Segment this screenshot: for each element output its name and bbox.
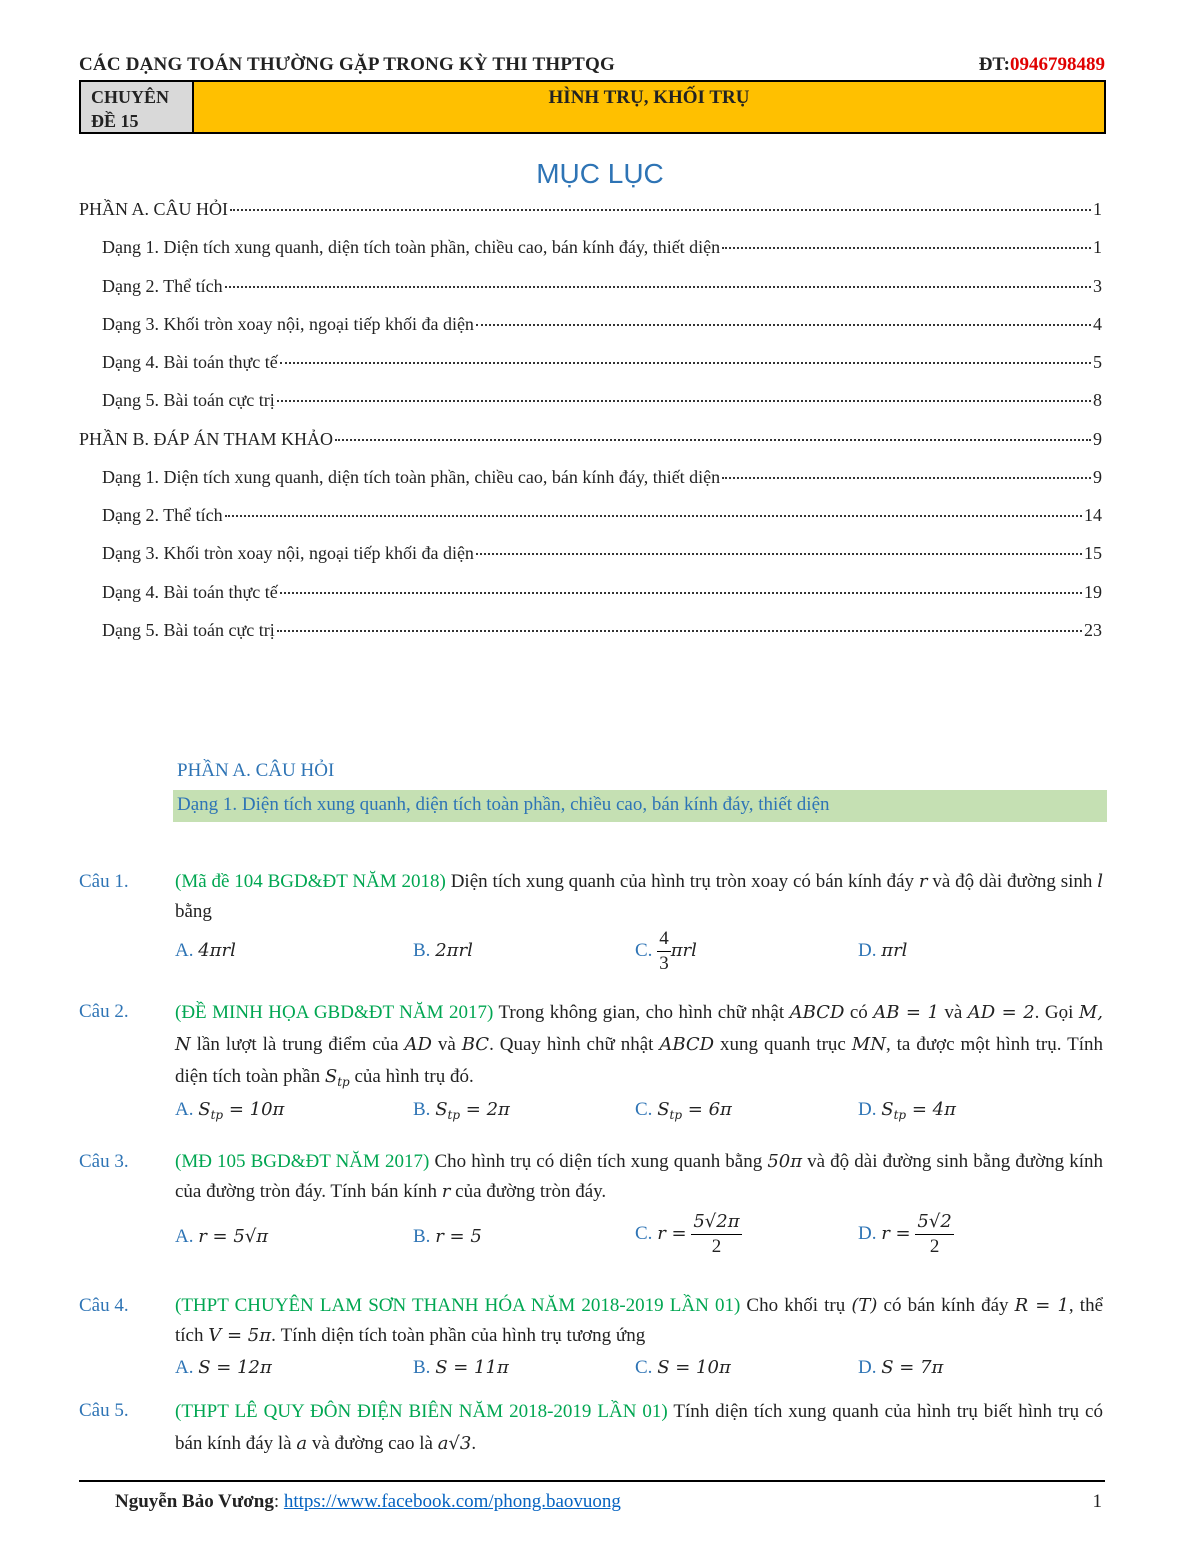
toc-entry-label: Dạng 1. Diện tích xung quanh, diện tích toàn phần, chiều cao, bán kính đáy, thiết diện	[102, 467, 721, 487]
answer-option: B. S = 11π	[413, 1357, 509, 1378]
toc-entry[interactable]	[79, 429, 1102, 450]
toc-entry-label: Dạng 1. Diện tích xung quanh, diện tích toàn phần, chiều cao, bán kính đáy, thiết diện	[102, 237, 721, 257]
answer-option: A. 4πrl	[175, 940, 236, 961]
toc-entry-page: 14	[1084, 505, 1102, 525]
toc-entry[interactable]	[102, 390, 1102, 411]
question-text: (MĐ 105 BGD&ĐT NĂM 2017) Cho hình trụ có diện tích xung quanh bằng 50π và độ dài đường sinh bằng đường kính của đường tròn đáy. Tính bán kính r của đường tròn đáy.	[175, 1151, 1104, 1202]
topic-number: CHUYÊN ĐỀ 15	[81, 82, 194, 132]
toc-leader-dots	[225, 515, 1082, 517]
toc-leader-dots	[277, 630, 1082, 632]
footer-divider	[79, 1480, 1105, 1482]
toc-heading: MỤC LỤC	[536, 158, 664, 189]
toc-entry[interactable]	[102, 505, 1102, 526]
dang1-title: Dạng 1. Diện tích xung quanh, diện tích toàn phần, chiều cao, bán kính đáy, thiết diện	[177, 794, 830, 815]
question-text: (ĐỀ MINH HỌA GBD&ĐT NĂM 2017) Trong không gian, cho hình chữ nhật ABCD có AB = 1 và AD = 2. Gọi M, N lần lượt là trung điểm của AD và BC. Quay hình chữ nhật ABCD xung quanh trục MN, ta được một hình trụ. Tính diện tích toàn phần $S_{tp}$ của hình trụ đó.	[175, 1002, 1103, 1089]
toc-entry-page: 19	[1084, 582, 1102, 602]
answer-option: A. r = 5√π	[175, 1226, 269, 1247]
toc-entry[interactable]	[102, 314, 1102, 335]
toc-leader-dots	[722, 247, 1091, 249]
answer-option: B. 2πrl	[413, 940, 473, 961]
toc-leader-dots	[476, 324, 1091, 326]
toc-entry[interactable]	[102, 467, 1102, 488]
answer-option: D. $S_{tp} = 4\pi$	[858, 1099, 956, 1122]
answer-option: A. S = 12π	[175, 1357, 272, 1378]
answer-option: D. S = 7π	[858, 1357, 944, 1378]
page-number: 1	[1092, 1491, 1102, 1512]
answer-option: C. r = $\frac{5√2\pi}{2}$	[635, 1211, 740, 1257]
toc-entry-label: Dạng 4. Bài toán thực tế	[102, 352, 278, 372]
answer-option: B. r = 5	[413, 1226, 482, 1247]
toc-entry-page: 5	[1093, 352, 1102, 372]
toc-entry-page: 1	[1093, 199, 1102, 219]
toc-entry[interactable]	[102, 237, 1102, 258]
question-number: Câu 4.	[79, 1295, 129, 1316]
toc-entry-page: 9	[1093, 467, 1102, 487]
answer-option: D. πrl	[858, 940, 908, 961]
toc-leader-dots	[280, 362, 1091, 364]
toc-entry[interactable]	[102, 276, 1102, 297]
question-number: Câu 5.	[79, 1400, 129, 1421]
toc-entry-label: Dạng 2. Thể tích	[102, 505, 223, 525]
toc-leader-dots	[277, 400, 1091, 402]
toc-entry-page: 4	[1093, 314, 1102, 334]
topic-box	[79, 80, 1106, 134]
toc-leader-dots	[722, 477, 1091, 479]
answer-option: C. S = 10π	[635, 1357, 731, 1378]
toc-entry[interactable]	[79, 199, 1102, 220]
toc-entry[interactable]	[102, 543, 1102, 564]
toc-entry-label: Dạng 2. Thể tích	[102, 276, 223, 296]
question-number: Câu 2.	[79, 1001, 129, 1022]
question-text: (THPT CHUYÊN LAM SƠN THANH HÓA NĂM 2018-2019 LẦN 01) Cho khối trụ (T) có bán kính đáy R = 1, thể tích V = 5π. Tính diện tích toàn phần của hình trụ tương ứng	[175, 1295, 1104, 1346]
answer-option: D. r = $\frac{5√2}{2}$	[858, 1211, 952, 1257]
question-number: Câu 3.	[79, 1151, 129, 1172]
toc-leader-dots	[476, 553, 1082, 555]
toc-leader-dots	[225, 286, 1091, 288]
toc-leader-dots	[280, 592, 1082, 594]
answer-option: B. $S_{tp} = 2\pi$	[413, 1099, 510, 1122]
toc-entry-page: 23	[1084, 620, 1102, 640]
toc-entry-label: PHẦN B. ĐÁP ÁN THAM KHẢO	[79, 429, 334, 449]
toc-entry-page: 15	[1084, 543, 1102, 563]
toc-entry-label: Dạng 4. Bài toán thực tế	[102, 582, 278, 602]
question-text: (THPT LÊ QUY ĐÔN ĐIỆN BIÊN NĂM 2018-2019 LẦN 01) Tính diện tích xung quanh của hình trụ biết hình trụ có bán kính đáy là a và đường cao là a√3.	[175, 1401, 1103, 1454]
topic-title: HÌNH TRỤ, KHỐI TRỤ	[194, 82, 1104, 132]
answer-option: C. $S_{tp} = 6\pi$	[635, 1099, 732, 1122]
answer-option: C. $\frac{4}{3}$ πrl	[635, 928, 697, 974]
toc-entry-label: PHẦN A. CÂU HỎI	[79, 199, 229, 219]
toc-entry[interactable]	[102, 582, 1102, 603]
section-a-title: PHẦN A. CÂU HỎI	[177, 760, 335, 781]
toc-entry-label: Dạng 5. Bài toán cực trị	[102, 390, 275, 410]
question-number: Câu 1.	[79, 871, 129, 892]
answer-option: A. $S_{tp} = 10\pi$	[175, 1099, 285, 1122]
toc-entry-page: 3	[1093, 276, 1102, 296]
facebook-link[interactable]: https://www.facebook.com/phong.baovuong	[283, 1491, 621, 1512]
toc-entry-page: 1	[1093, 237, 1102, 257]
toc-entry[interactable]	[102, 352, 1102, 373]
footer-author: Nguyễn Bảo Vương: https://www.facebook.com/phong.baovuong	[115, 1491, 621, 1512]
toc-entry[interactable]	[102, 620, 1102, 641]
header-phone: ĐT:0946798489	[978, 54, 1105, 75]
toc-leader-dots	[335, 439, 1091, 441]
question-text: (Mã đề 104 BGD&ĐT NĂM 2018) Diện tích xung quanh của hình trụ tròn xoay có bán kính đáy r và độ dài đường sinh l bằng	[175, 871, 1103, 922]
toc-entry-label: Dạng 5. Bài toán cực trị	[102, 620, 275, 640]
header-title: CÁC DẠNG TOÁN THƯỜNG GẶP TRONG KỲ THI THPTQG	[79, 54, 615, 75]
toc-entry-label: Dạng 3. Khối tròn xoay nội, ngoại tiếp khối đa diện	[102, 314, 474, 334]
toc-entry-label: Dạng 3. Khối tròn xoay nội, ngoại tiếp khối đa diện	[102, 543, 474, 563]
toc-entry-page: 9	[1093, 429, 1102, 449]
toc-leader-dots	[230, 209, 1091, 211]
toc-entry-page: 8	[1093, 390, 1102, 410]
